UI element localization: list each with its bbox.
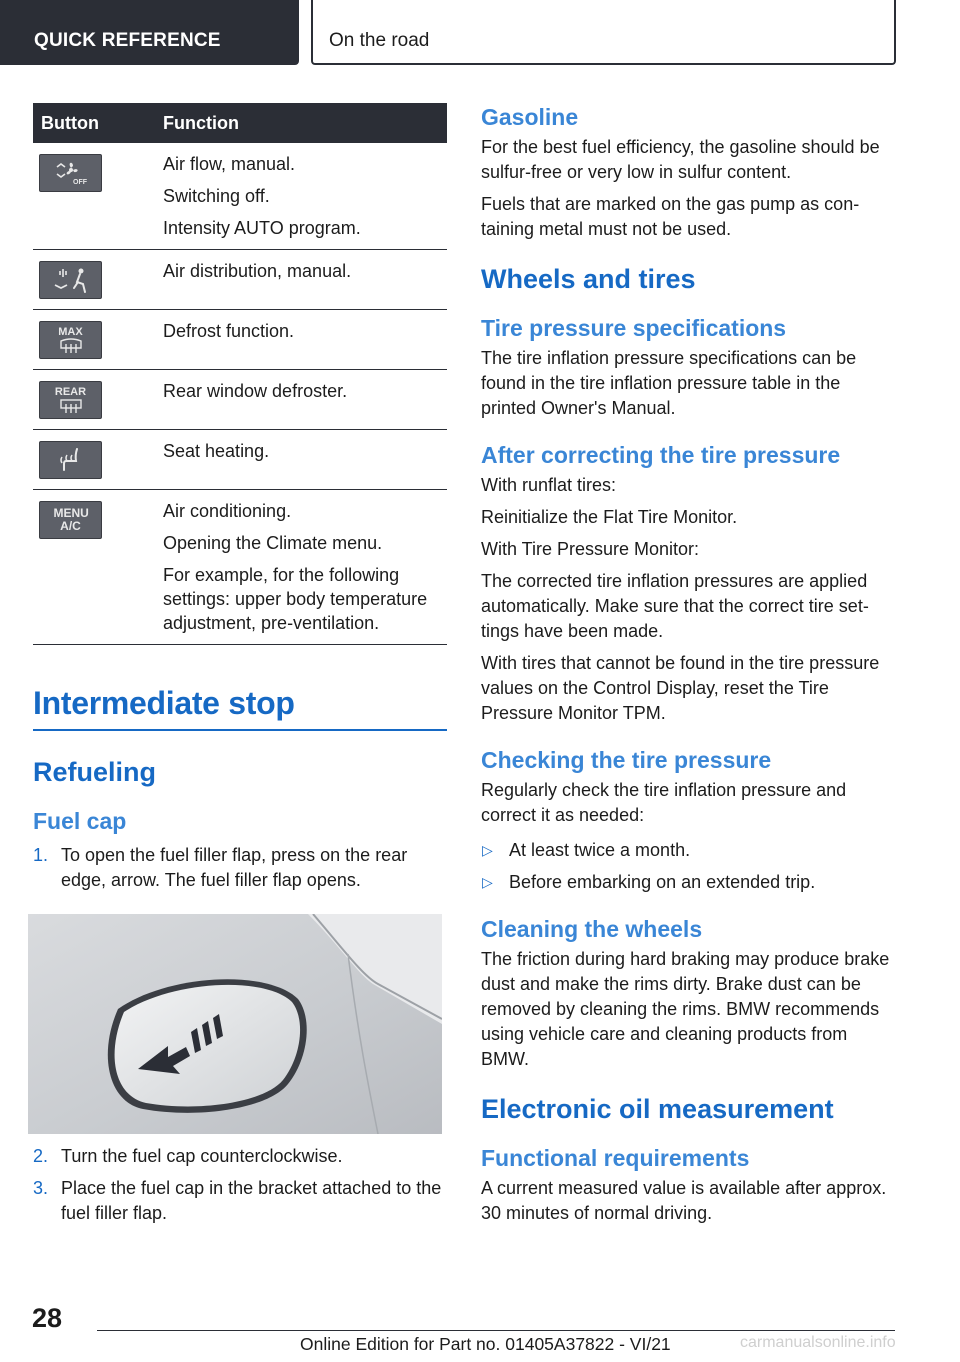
gasoline-paragraph: Fuels that are marked on the gas pump as containing metal must not be used.	[481, 194, 860, 239]
air-distribution-icon	[39, 261, 102, 299]
page-number: 28	[32, 1303, 63, 1333]
intermediate-stop-heading: Intermediate stop	[33, 685, 295, 721]
function-text: Defrost function.	[163, 321, 295, 341]
footer-divider	[97, 1330, 895, 1331]
after-correcting-paragraph: With tires that cannot be found in the tire pressure values on the Control Display, reset the Tire Pressure Monitor TPM.	[481, 653, 880, 723]
table-row	[33, 490, 447, 645]
column-header-button: Button	[33, 103, 163, 143]
function-text: Intensity AUTO program.	[163, 218, 361, 238]
table-row	[33, 250, 447, 310]
cleaning-wheels-paragraph: The friction during hard braking may produce brake dust and make the rims dirty. Brake dust can be removed by cleaning the rims. BMW recommends using vehicle care and cleaning products from BMW.	[481, 949, 890, 1069]
list-item: 2. Turn the fuel cap counterclockwise.	[33, 1146, 343, 1166]
rear-defrost-icon: REAR	[39, 381, 102, 419]
edition-text: Online Edition for Part no. 01405A37822 - VI/21	[300, 1334, 671, 1354]
bullet-triangle-icon: ▷	[482, 842, 493, 858]
tire-pressure-spec-paragraph: The tire inflation pressure specifications can be found in the tire inflation pressure table in the printed Owner's Manual.	[481, 348, 857, 418]
right-column	[481, 103, 895, 1226]
after-correcting-paragraph: Reinitialize the Flat Tire Monitor.	[481, 507, 738, 527]
bullet-triangle-icon: ▷	[482, 874, 493, 890]
fuel-cap-steps-continued	[33, 1144, 447, 1226]
list-item: ▷ Before embarking on an extended trip.	[481, 870, 895, 895]
fuel-cap-heading: Fuel cap	[33, 808, 127, 834]
function-text: Rear window defroster.	[163, 381, 348, 401]
seat-heating-icon	[39, 441, 102, 479]
left-column	[33, 103, 447, 1226]
after-correcting-paragraph: With runflat tires:	[481, 475, 617, 495]
fuel-cap-steps	[33, 843, 447, 893]
chapter-tab	[311, 0, 896, 65]
table-row	[33, 143, 447, 250]
table-row	[33, 310, 447, 370]
function-text: Opening the Climate menu.	[163, 533, 383, 553]
menu-ac-icon: MENU A/C	[39, 501, 102, 539]
list-item: 1. To open the fuel filler flap, press on the rear edge, arrow. The fuel filler flap opens.	[33, 845, 408, 890]
function-text: Air distribution, manual.	[163, 261, 352, 281]
section-tab	[0, 0, 299, 65]
refueling-heading: Refueling	[33, 757, 157, 787]
function-text: For example, for the following settings: upper body temperature adjustment, pre-ventilation.	[163, 565, 428, 633]
function-text: Air conditioning.	[163, 501, 292, 521]
checking-pressure-paragraph: Regularly check the tire inflation pressure and correct it as needed:	[481, 780, 847, 825]
after-correcting-paragraph: With Tire Pressure Monitor:	[481, 539, 700, 559]
checking-pressure-heading: Checking the tire pressure	[481, 747, 772, 773]
functional-requirements-paragraph: A current measured value is available after approx. 30 minutes of normal driving.	[481, 1178, 887, 1223]
after-correcting-paragraph: The corrected tire inflation pressures are applied automatically. Make sure that the correct tire settings have been made.	[481, 571, 869, 641]
gasoline-heading: Gasoline	[481, 104, 579, 130]
function-text: Seat heating.	[163, 441, 270, 461]
list-item: ▷ At least twice a month.	[481, 838, 895, 863]
tire-pressure-spec-heading: Tire pressure specifications	[481, 315, 787, 341]
climate-buttons-table	[33, 103, 447, 645]
checking-pressure-list	[481, 838, 895, 895]
after-correcting-heading: After correcting the tire pressure	[481, 442, 841, 468]
max-defrost-icon: MAX	[39, 321, 102, 359]
table-row	[33, 430, 447, 490]
fuel-filler-flap-photo	[28, 914, 442, 1134]
functional-requirements-heading: Functional requirements	[481, 1145, 750, 1171]
fan-off-icon	[39, 154, 102, 192]
table-row	[33, 370, 447, 430]
section-title: QUICK REFERENCE	[34, 30, 221, 51]
chapter-title: On the road	[329, 30, 430, 51]
function-text: Switching off.	[163, 186, 270, 206]
watermark-text: carmanualsonline.info	[740, 1334, 896, 1351]
function-text: Air flow, manual.	[163, 154, 296, 174]
list-item: 3. Place the fuel cap in the bracket attached to the fuel filler flap.	[33, 1178, 442, 1223]
svg-text:OFF: OFF	[72, 179, 87, 186]
cleaning-wheels-heading: Cleaning the wheels	[481, 916, 703, 942]
heading-divider	[33, 729, 447, 731]
oil-measurement-heading: Electronic oil measurement	[481, 1094, 834, 1124]
wheels-tires-heading: Wheels and tires	[481, 264, 696, 294]
column-header-function: Function	[163, 103, 447, 143]
gasoline-paragraph: For the best fuel efficiency, the gasoline should be sulfur-free or very low in sulfur content.	[481, 137, 880, 182]
